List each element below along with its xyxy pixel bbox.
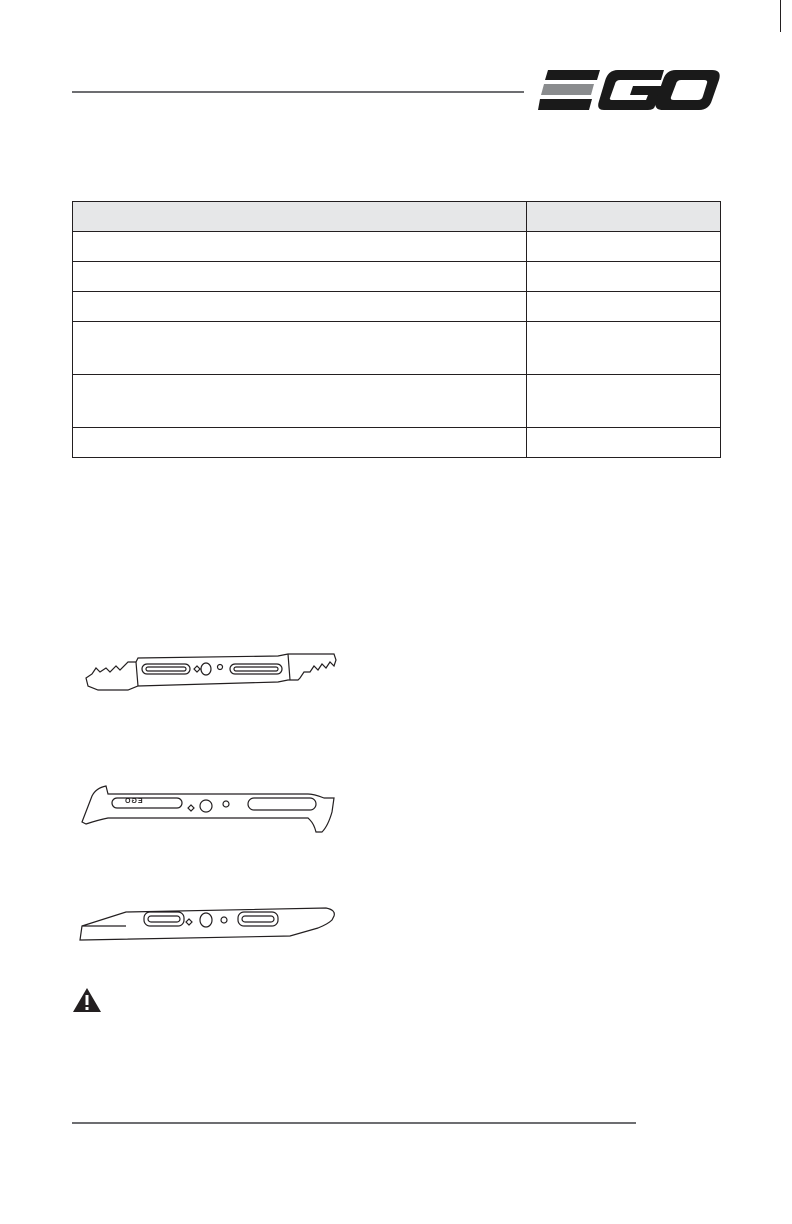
mulching-blade-icon: [78, 650, 340, 692]
table-cell: [73, 232, 527, 262]
table-row: [73, 375, 721, 428]
standard-blade-icon: [78, 902, 340, 944]
accessory-table: [72, 201, 721, 458]
table-cell: [527, 322, 721, 375]
table-cell: [73, 375, 527, 428]
table-row: [73, 232, 721, 262]
table-header-cell: [73, 202, 527, 232]
table-cell: [73, 322, 527, 375]
blade-stamp: EGO: [124, 798, 143, 805]
table-cell: [73, 262, 527, 292]
table-row: [73, 292, 721, 322]
table-cell: [73, 292, 527, 322]
table-cell: [527, 375, 721, 428]
table-cell: [527, 428, 721, 458]
high-lift-blade-icon: [78, 782, 340, 836]
ego-logo: [538, 68, 720, 112]
crop-mark: [780, 0, 781, 32]
table-row: [73, 428, 721, 458]
table-header-row: [73, 202, 721, 232]
table-header-cell: [527, 202, 721, 232]
footer-rule: [72, 1122, 636, 1124]
table-row: [73, 322, 721, 375]
warning-triangle-icon: [72, 987, 102, 1013]
table-cell: [527, 232, 721, 262]
header-rule: [72, 91, 524, 93]
table-cell: [73, 428, 527, 458]
table-cell: [527, 292, 721, 322]
table-cell: [527, 262, 721, 292]
table-row: [73, 262, 721, 292]
